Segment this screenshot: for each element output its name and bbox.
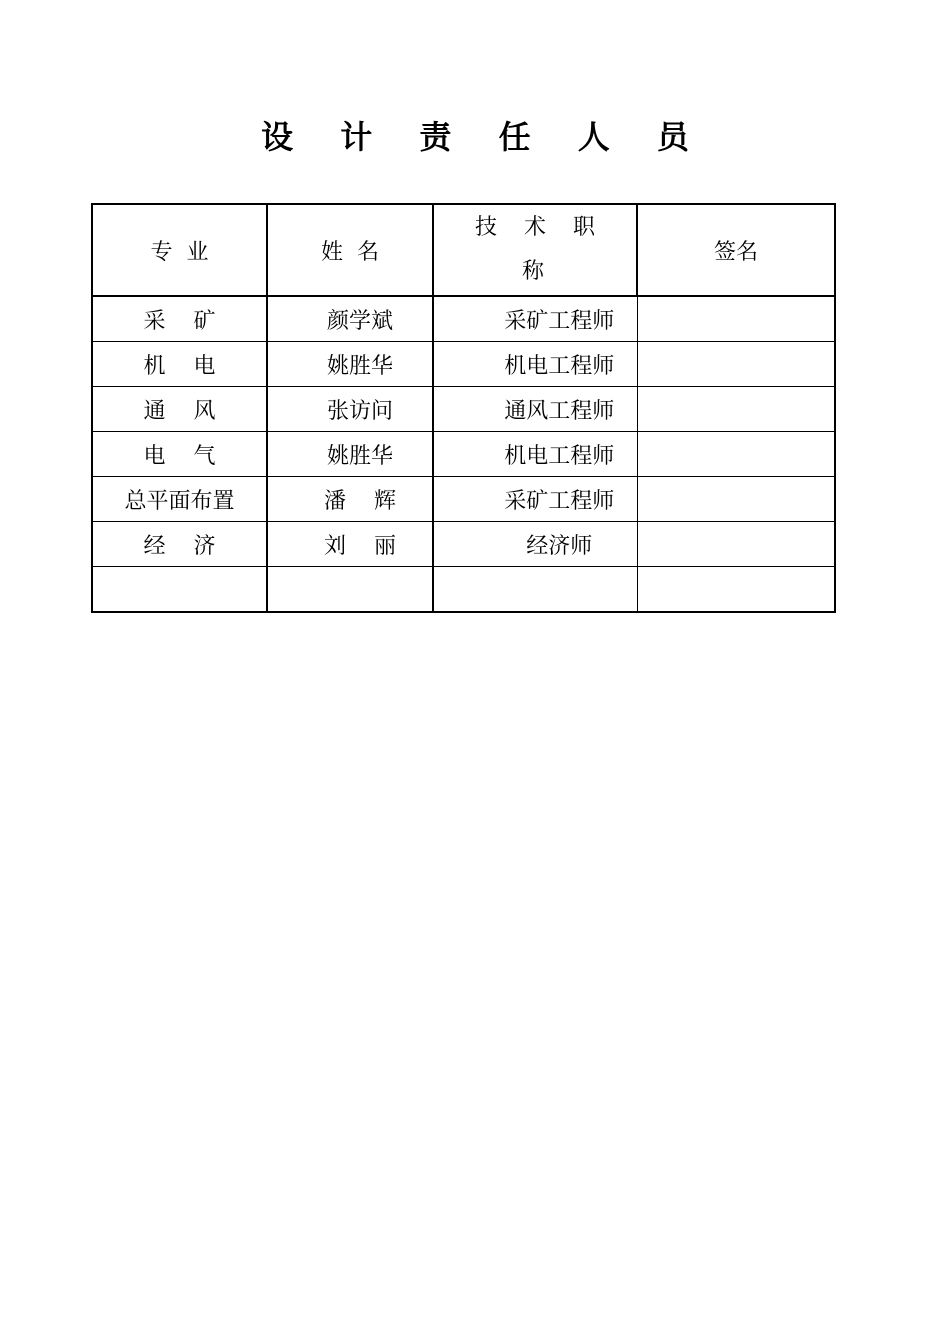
table-row-empty	[92, 567, 835, 613]
cell-signature[interactable]	[637, 296, 835, 342]
cell-signature[interactable]	[637, 522, 835, 567]
cell-technical-title: 经济师	[433, 522, 637, 567]
header-signature: 签名	[637, 204, 835, 296]
table-row	[92, 432, 835, 477]
header-technical-title	[433, 204, 637, 296]
header-major: 专 业	[92, 204, 267, 296]
cell-signature[interactable]	[637, 477, 835, 522]
cell-technical-title: 机电工程师	[433, 342, 637, 387]
cell-name: 颜学斌	[267, 296, 433, 342]
table-row	[92, 296, 835, 342]
cell-technical-title: 采矿工程师	[433, 296, 637, 342]
cell-major: 电 气	[92, 432, 267, 477]
page-title: 设 计 责 任 人 员	[261, 118, 707, 156]
personnel-table	[91, 203, 836, 613]
cell-major[interactable]	[92, 567, 267, 613]
cell-technical-title: 采矿工程师	[433, 477, 637, 522]
table-row	[92, 387, 835, 432]
cell-signature[interactable]	[637, 387, 835, 432]
table-row	[92, 477, 835, 522]
header-name: 姓 名	[267, 204, 433, 296]
cell-major: 采 矿	[92, 296, 267, 342]
cell-name: 潘 辉	[267, 477, 433, 522]
cell-name: 姚胜华	[267, 342, 433, 387]
cell-major: 通 风	[92, 387, 267, 432]
cell-technical-title: 机电工程师	[433, 432, 637, 477]
cell-signature[interactable]	[637, 567, 835, 613]
cell-name: 张访问	[267, 387, 433, 432]
table-row	[92, 342, 835, 387]
header-technical-title-line1: 技 术 职	[475, 215, 605, 240]
table-header-row	[92, 204, 835, 296]
cell-name: 刘 丽	[267, 522, 433, 567]
cell-major: 机 电	[92, 342, 267, 387]
cell-name[interactable]	[267, 567, 433, 613]
cell-signature[interactable]	[637, 432, 835, 477]
header-technical-title-line2: 称	[522, 259, 545, 284]
cell-technical-title[interactable]	[433, 567, 637, 613]
cell-major: 总平面布置	[92, 477, 267, 522]
cell-technical-title: 通风工程师	[433, 387, 637, 432]
cell-major: 经 济	[92, 522, 267, 567]
cell-signature[interactable]	[637, 342, 835, 387]
cell-name: 姚胜华	[267, 432, 433, 477]
table-row	[92, 522, 835, 567]
